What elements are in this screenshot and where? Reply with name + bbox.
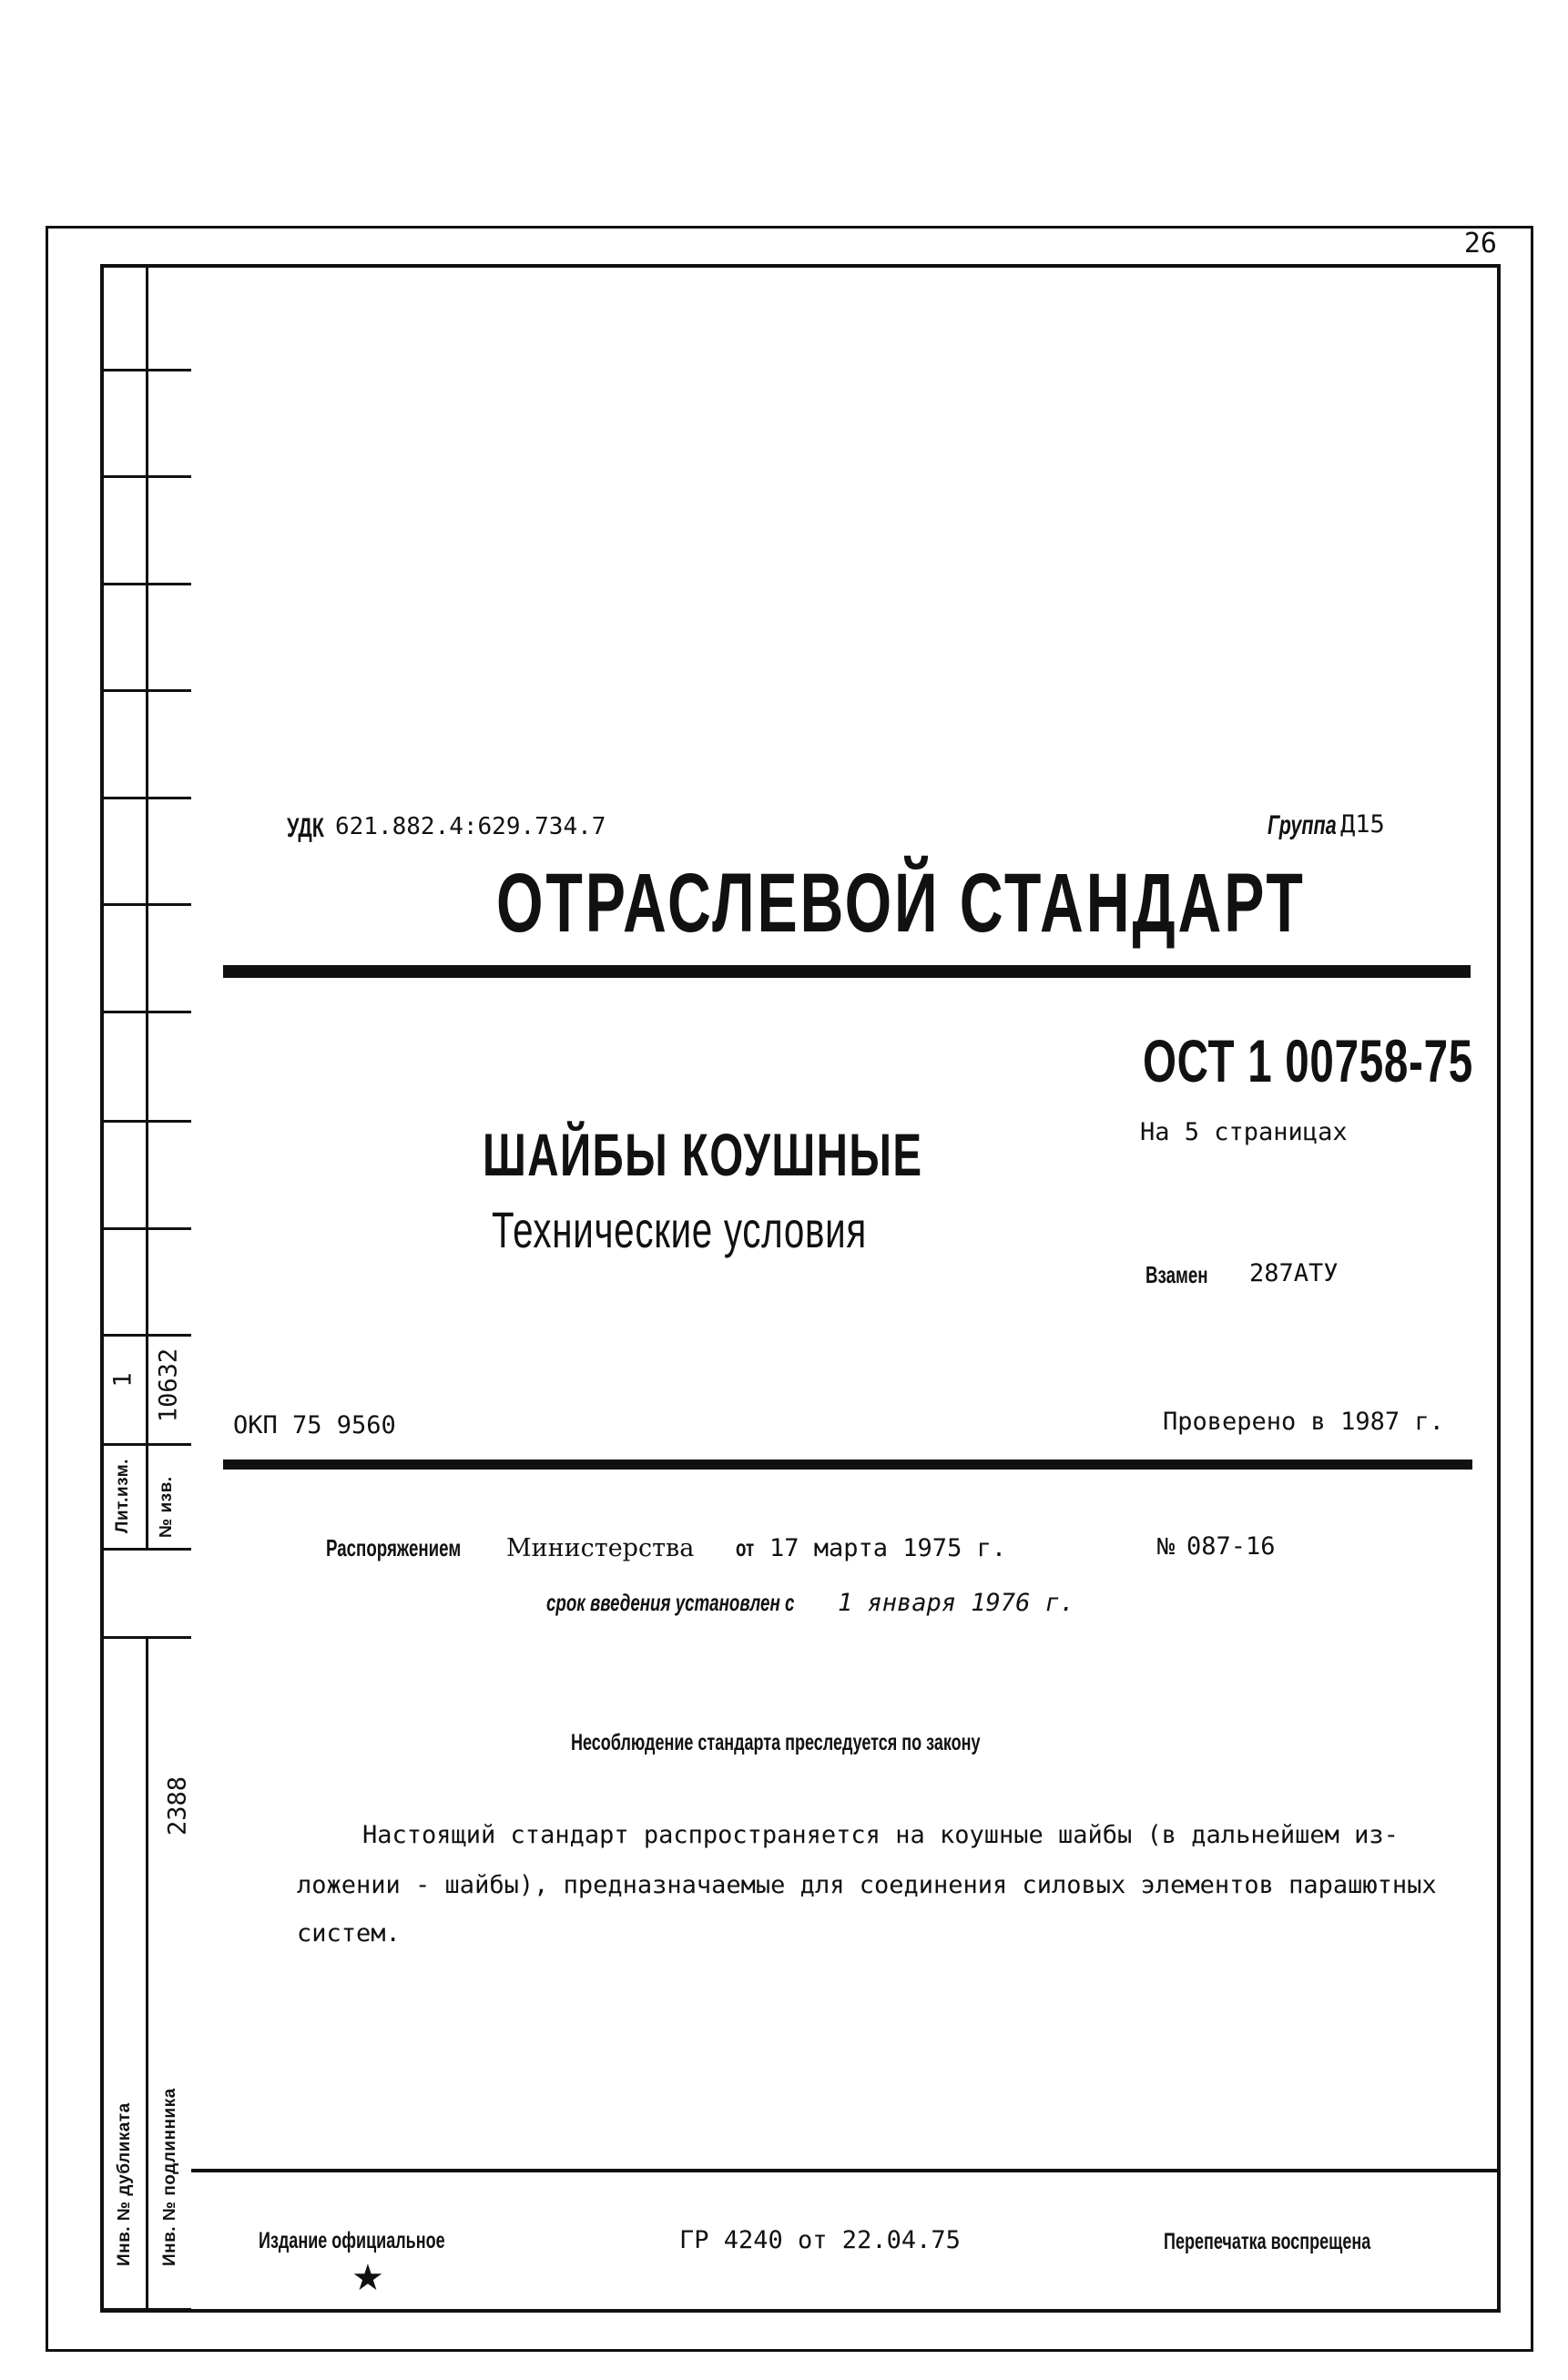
inner-frame xyxy=(100,264,1501,2313)
udk-label: УДК xyxy=(287,813,324,843)
stamp-line xyxy=(100,1636,103,2313)
checked-note: Проверено в 1987 г. xyxy=(1163,1408,1444,1436)
stamp-cell-line xyxy=(100,689,191,692)
main-title: ОТРАСЛЕВОЙ СТАНДАРТ xyxy=(496,857,1306,950)
standard-code: ОСТ 1 00758-75 xyxy=(1143,1027,1473,1094)
lit-value: 1 xyxy=(108,1372,137,1388)
replaces-value: 287АТУ xyxy=(1249,1259,1339,1287)
official-edition: Издание официальное xyxy=(259,2228,445,2253)
stamp-cell-line xyxy=(100,1227,191,1230)
order-date: 17 марта 1975 г. xyxy=(769,1534,1007,1562)
stamp-line xyxy=(146,264,148,1548)
stamp-cell-line xyxy=(100,583,191,585)
effective-date: 1 января 1976 г. xyxy=(838,1589,1075,1617)
stamp-cell-line xyxy=(100,1334,191,1337)
stamp-line xyxy=(100,2308,191,2311)
stamp-line xyxy=(146,1636,148,2313)
okp-rule xyxy=(223,1460,1472,1470)
page-number: 26 xyxy=(1463,228,1497,259)
lit-label: Лит.изм. xyxy=(113,1459,132,1533)
stamp-line xyxy=(100,1548,191,1551)
stamp-cell-line xyxy=(100,797,191,799)
stamp-cell-line xyxy=(100,1011,191,1013)
body-line-1: Настоящий стандарт распространяется на коушные шайбы (в дальнейшем из- xyxy=(362,1821,1399,1849)
footer-rule xyxy=(191,2169,1501,2172)
order-ministry: Министерства xyxy=(506,1534,695,1562)
star-icon: ★ xyxy=(351,2257,384,2299)
gr-registration: ГР 4240 от 22.04.75 xyxy=(679,2226,961,2254)
okp-code: ОКП 75 9560 xyxy=(233,1411,396,1439)
stamp-cell-line xyxy=(100,369,191,371)
udk-value: 621.882.4:629.734.7 xyxy=(335,813,606,840)
effective-prefix: срок введения установлен с xyxy=(546,1589,795,1616)
pages-text: На 5 страницах xyxy=(1140,1118,1348,1146)
order-label: Распоряжением xyxy=(326,1534,462,1561)
standard-title: ШАЙБЫ КОУШНЫЕ xyxy=(483,1121,923,1188)
stamp-cell-line xyxy=(100,1120,191,1123)
order-number: 087-16 xyxy=(1186,1532,1276,1561)
order-date-prefix: от xyxy=(736,1534,755,1561)
order-number-prefix: № xyxy=(1156,1532,1176,1560)
orig-label: Инв. № подлинника xyxy=(160,2088,179,2266)
title-rule xyxy=(223,965,1471,978)
law-notice: Несоблюдение стандарта преследуется по закону xyxy=(571,1730,981,1755)
stamp-cell-line xyxy=(100,475,191,478)
group-label: Группа xyxy=(1268,810,1337,840)
stamp-cell-line xyxy=(100,1443,191,1446)
orig-value: 2388 xyxy=(163,1775,192,1836)
body-line-2: ложении - шайбы), предназначаемые для соединения силовых элементов парашютных xyxy=(297,1871,1437,1899)
izv-label: № изв. xyxy=(157,1476,176,1538)
body-line-3: систем. xyxy=(297,1919,401,1948)
izv-value: 10632 xyxy=(154,1348,183,1423)
replaces-label: Взамен xyxy=(1145,1261,1208,1288)
group-value: Д15 xyxy=(1340,810,1385,839)
standard-subtitle: Технические условия xyxy=(492,1201,867,1258)
stamp-line xyxy=(100,264,103,1548)
stamp-line xyxy=(100,1636,191,1639)
dup-label: Инв. № дубликата xyxy=(115,2102,134,2266)
stamp-cell-line xyxy=(100,903,191,906)
reprint-notice: Перепечатка воспрещена xyxy=(1164,2229,1371,2254)
